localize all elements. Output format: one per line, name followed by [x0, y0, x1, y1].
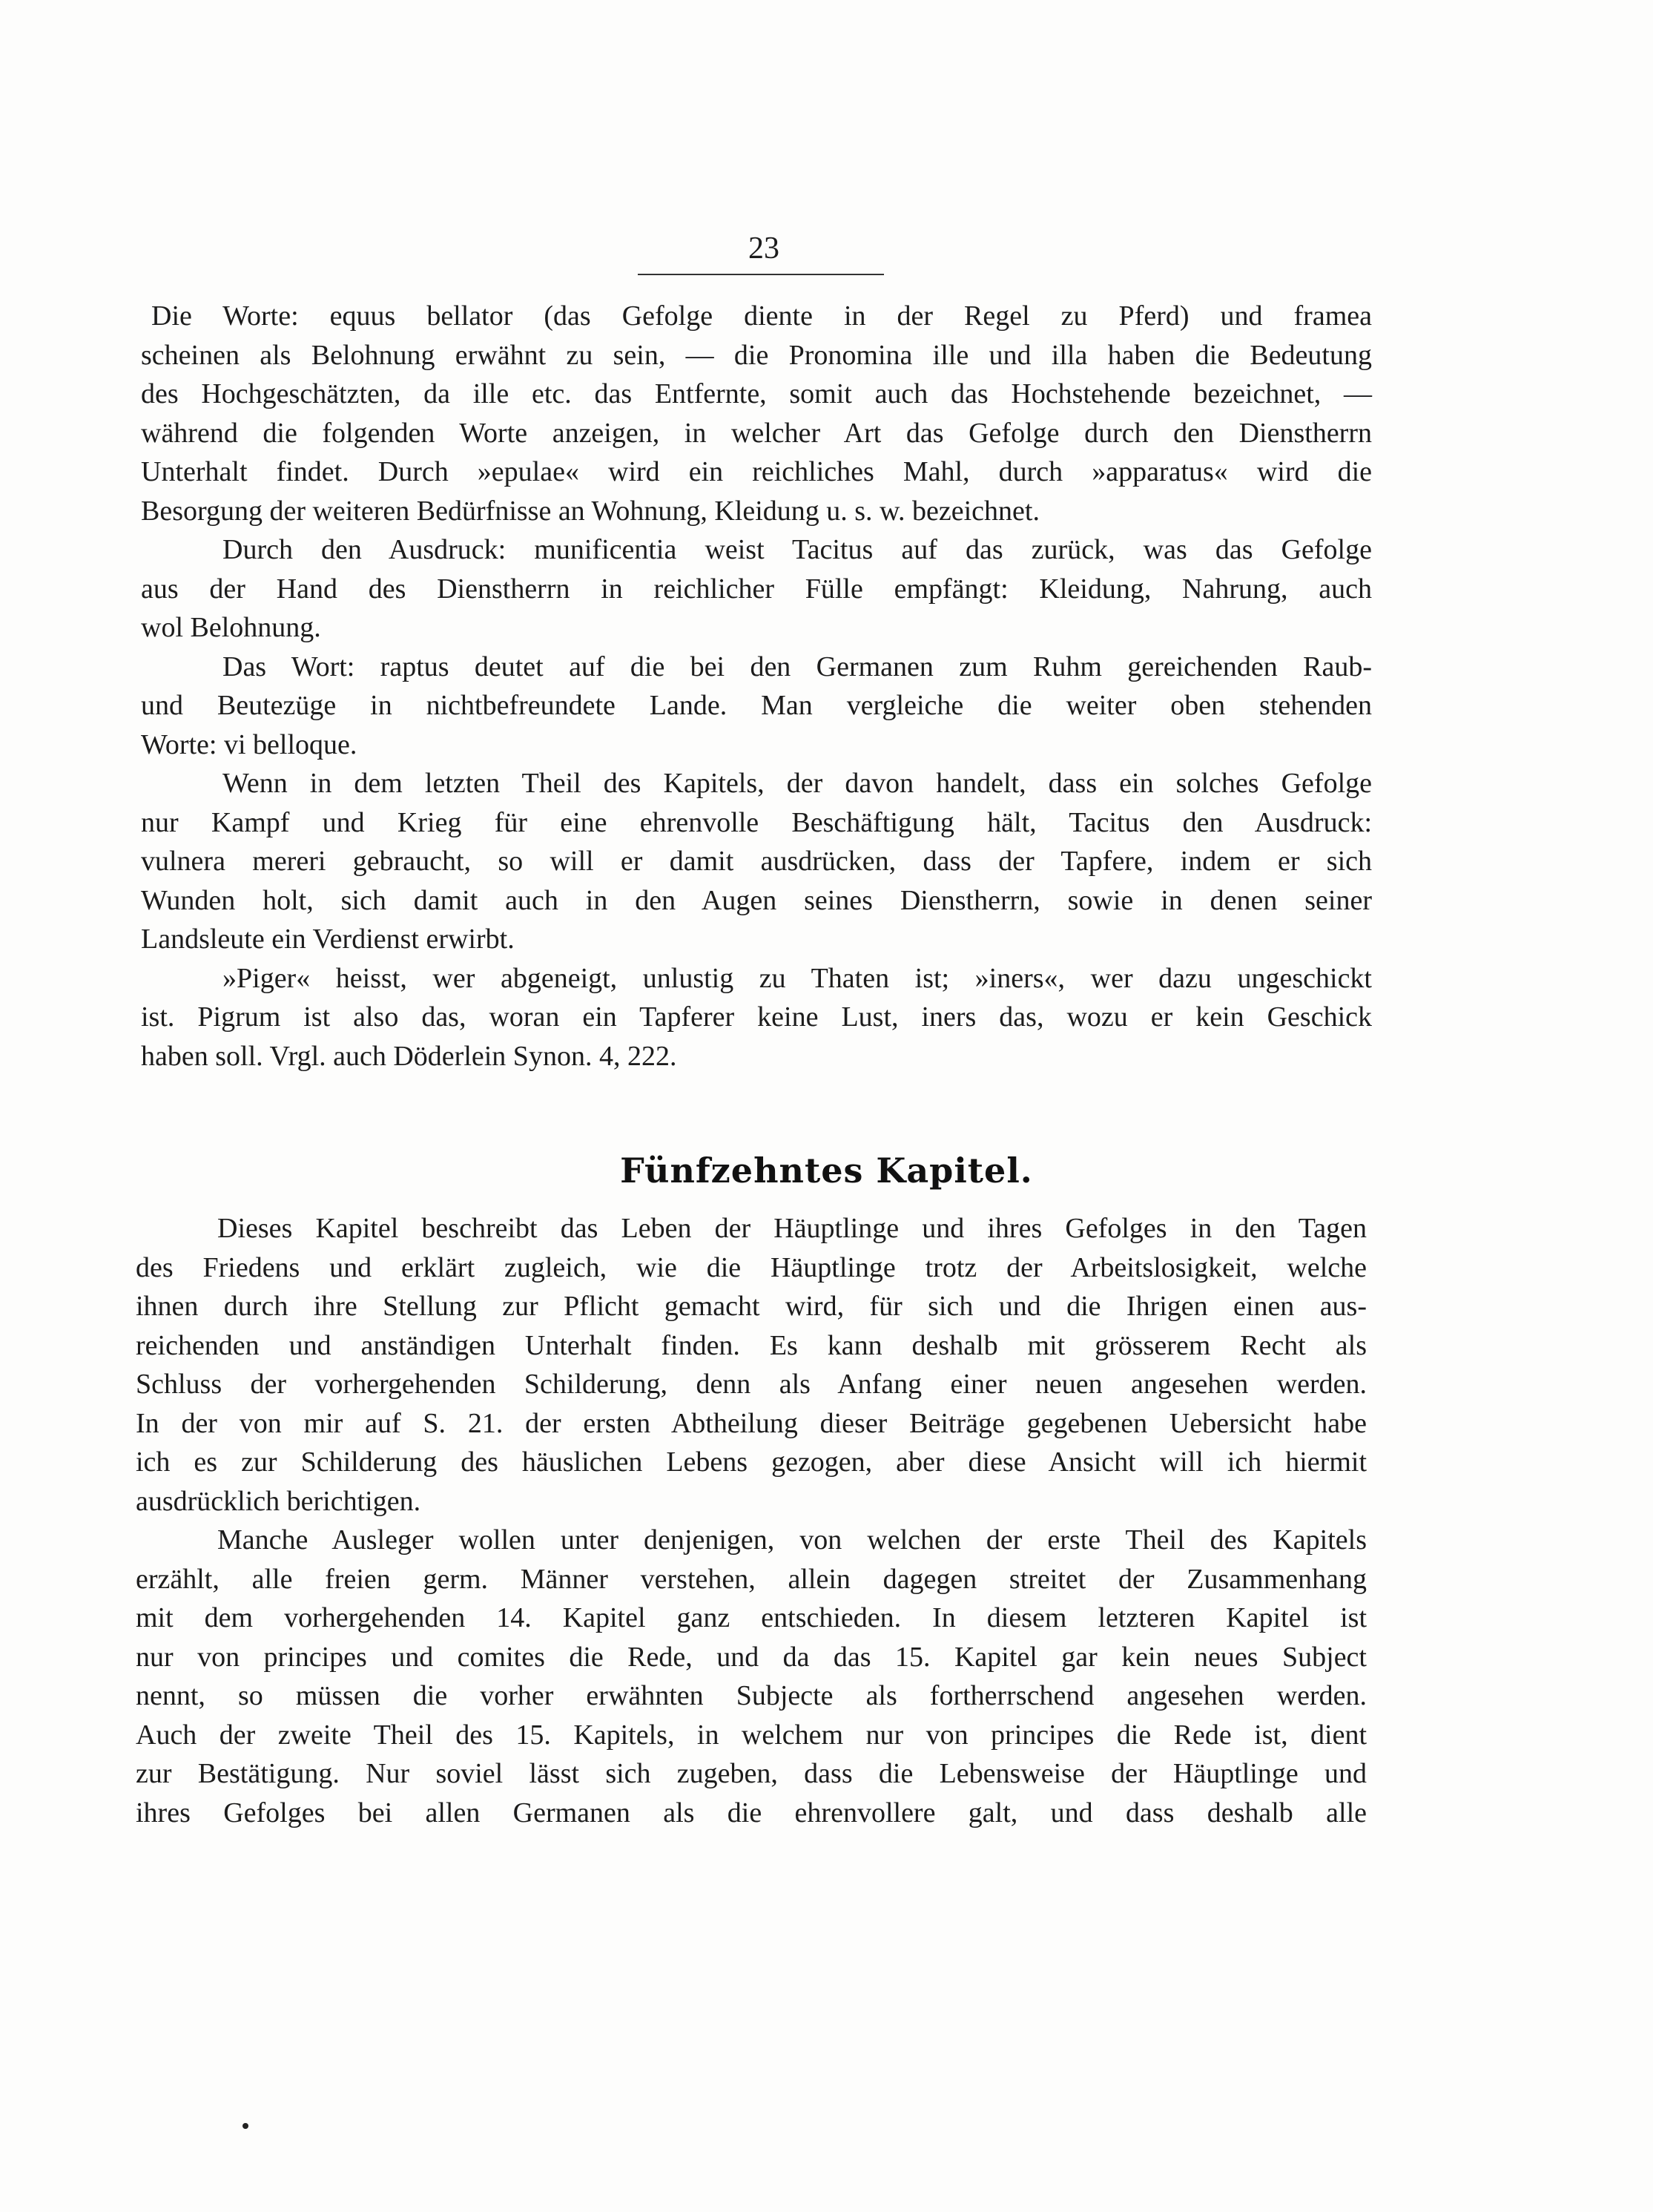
- text-line: während die folgenden Worte anzeigen, in welcher Art das Gefolge durch den Dienstherrn: [141, 417, 1372, 449]
- text-line: »Piger« heisst, wer abgeneigt, unlustig zu Thaten ist; »iners«, wer dazu ungeschickt: [222, 962, 1372, 994]
- text-line: ihnen durch ihre Stellung zur Pflicht gemacht wird, für sich und die Ihrigen einen aus-: [136, 1291, 1367, 1322]
- text-line: mit dem vorhergehenden 14. Kapitel ganz entschieden. In diesem letzteren Kapitel ist: [136, 1602, 1367, 1633]
- text-line: Unterhalt findet. Durch »epulae« wird ein reichliches Mahl, durch »apparatus« wird die: [141, 456, 1372, 487]
- text-line: des Friedens und erklärt zugleich, wie die Häuptlinge trotz der Arbeitslosigkeit, welche: [136, 1251, 1367, 1283]
- text-line: ihres Gefolges bei allen Germanen als die ehrenvollere galt, und dass deshalb alle: [136, 1797, 1367, 1828]
- text-line: Dieses Kapitel beschreibt das Leben der Häuptlinge und ihres Gefolges in den Tagen: [217, 1213, 1367, 1244]
- chapter-heading: Fünfzehntes Kapitel.: [620, 1151, 1033, 1191]
- text-line: haben soll. Vrgl. auch Döderlein Synon. 4, 222.: [141, 1040, 677, 1072]
- text-line: Wunden holt, sich damit auch in den Augen seines Dienstherrn, sowie in denen seiner: [141, 884, 1372, 916]
- text-line: erzählt, alle freien germ. Männer verstehen, allein dagegen streitet der Zusammenhang: [136, 1563, 1367, 1595]
- text-line: Wenn in dem letzten Theil des Kapitels, der davon handelt, dass ein solches Gefolge: [222, 768, 1372, 799]
- text-line: aus der Hand des Dienstherrn in reichlicher Fülle empfängt: Kleidung, Nahrung, auch: [141, 573, 1372, 605]
- text-line: ist. Pigrum ist also das, woran ein Tapferer keine Lust, iners das, wozu er kein Geschick: [141, 1001, 1372, 1033]
- text-line: Schluss der vorhergehenden Schilderung, denn als Anfang einer neuen angesehen werden.: [136, 1369, 1367, 1400]
- text-line: scheinen als Belohnung erwähnt zu sein, — die Pronomina ille und illa haben die Bedeutung: [141, 339, 1372, 371]
- text-line: Landsleute ein Verdienst erwirbt.: [141, 924, 515, 955]
- text-line: Manche Ausleger wollen unter denjenigen, von welchen der erste Theil des Kapitels: [217, 1524, 1367, 1556]
- text-line: Die Worte: equus bellator (das Gefolge diente in der Regel zu Pferd) und framea: [151, 300, 1372, 332]
- text-line: In der von mir auf S. 21. der ersten Abtheilung dieser Beiträge gegebenen Uebersicht habe: [136, 1407, 1367, 1439]
- section-1-text: [141, 297, 1372, 1076]
- text-line: Worte: vi belloque.: [141, 728, 357, 760]
- text-line: Das Wort: raptus deutet auf die bei den Germanen zum Ruhm gereichenden Raub-: [222, 651, 1372, 682]
- text-line: nur von principes und comites die Rede, und da das 15. Kapitel gar kein neues Subject: [136, 1641, 1367, 1673]
- text-line: Durch den Ausdruck: munificentia weist Tacitus auf das zurück, was das Gefolge: [222, 534, 1372, 565]
- text-line: Besorgung der weiteren Bedürfnisse an Wohnung, Kleidung u. s. w. bezeichnet.: [141, 495, 1040, 527]
- text-line: nennt, so müssen die vorher erwähnten Subjecte als fortherrschend angesehen werden.: [136, 1680, 1367, 1711]
- header-rule: [638, 274, 884, 275]
- text-line: nur Kampf und Krieg für eine ehrenvolle Beschäftigung hält, Tacitus den Ausdruck:: [141, 806, 1372, 838]
- text-line: reichenden und anständigen Unterhalt finden. Es kann deshalb mit grösserem Recht als: [136, 1329, 1367, 1361]
- text-line: ausdrücklich berichtigen.: [136, 1485, 421, 1517]
- text-line: des Hochgeschätzten, da ille etc. das Entfernte, somit auch das Hochstehende bezeichnet, —: [141, 378, 1372, 409]
- text-line: zur Bestätigung. Nur soviel lässt sich zugeben, dass die Lebensweise der Häuptlinge und: [136, 1758, 1367, 1789]
- text-line: vulnera mereri gebraucht, so will er damit ausdrücken, dass der Tapfere, indem er sich: [141, 846, 1372, 877]
- text-line: und Beutezüge in nichtbefreundete Lande. Man vergleiche die weiter oben stehenden: [141, 690, 1372, 721]
- ink-speck: [242, 2123, 248, 2129]
- text-line: ich es zur Schilderung des häuslichen Lebens gezogen, aber diese Ansicht will ich hiermit: [136, 1446, 1367, 1478]
- page-number: 23: [748, 231, 779, 266]
- text-line: Auch der zweite Theil des 15. Kapitels, in welchem nur von principes die Rede ist, dient: [136, 1719, 1367, 1751]
- section-2-text: [136, 1209, 1367, 1832]
- text-line: wol Belohnung.: [141, 612, 321, 643]
